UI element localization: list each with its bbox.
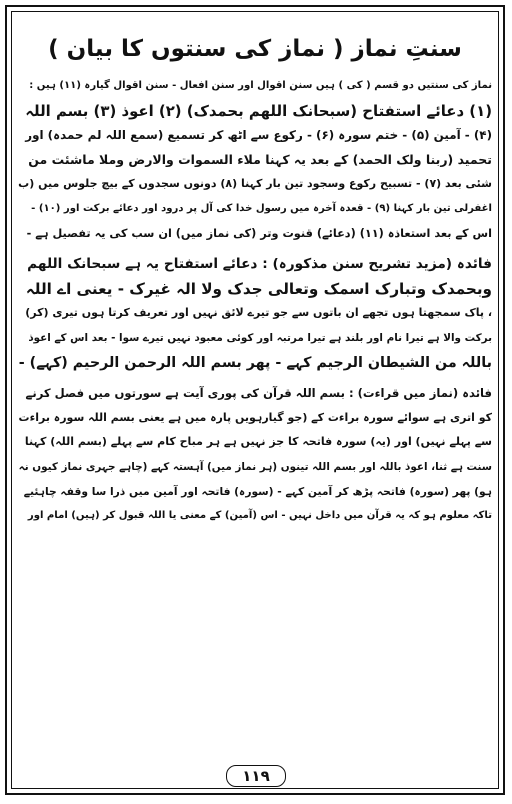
- section-recitation: [18, 381, 492, 529]
- text-line: باللہ من الشیطان الرجیم کہے - پھر بسم اللہ الرحمن الرحیم (کہے) -: [18, 354, 492, 371]
- text-line: اس کے بعد استعاذہ (۱۱) (دعائے) قنوت وتر (کی نماز میں) ان سب کی یہ تفصیل ہے -: [26, 226, 492, 240]
- text-line: وبحمدک وتبارک اسمک وتعالی جدک ولا الہ غیرک - یعنی اے اللہ: [25, 279, 492, 298]
- page-footer: [0, 765, 512, 787]
- section-detail-explanation: [18, 252, 492, 375]
- text-line: تحمید (ربنا ولک الحمد) کے بعد یہ کہنا ملاء السموات والارض وملا ماشئت من: [28, 151, 492, 167]
- text-line: اغفرلی تین بار کہنا (۹) - قعدہ آخرہ میں رسول خدا کی آل پر درود اور دعائے برکت اور (۱۰) -: [31, 202, 492, 214]
- text-line: برکت والا ہے تیرا نام اور بلند ہے تیرا مرتبہ اور کوئی معبود نہیں تیرے سوا - بعد اس کے اعوذ: [28, 331, 492, 344]
- page-title: سنتِ نماز ( نماز کی سنتوں کا بیان ): [48, 36, 462, 62]
- text-line: شئی بعد (۷) - تسبیح رکوع وسجود تین بار کہنا (۸) دونوں سجدوں کے بیچ جلوس میں (ب: [18, 177, 492, 191]
- text-line: (۴) - آمین (۵) - ختم سورہ (۶) - رکوع سے اٹھ کر تسمیع (سمع اللہ لم حمدہ) اور: [25, 128, 492, 143]
- text-line: ہو) پھر (سورہ) فاتحہ پڑھ کر آمین کہے - (سورہ) فاتحہ اور آمین میں ذرا سا وقفہ چاہئیے: [23, 484, 492, 498]
- page-content: [18, 28, 492, 748]
- text-line: سنت ہے ثنا، اعوذ باللہ اور بسم اللہ تینوں (ہر نماز میں) آہستہ کہے (چاہے جہری نماز کیوں نہ: [18, 460, 492, 473]
- text-line: سے پہلے نہیں) اور (یہ) سورہ فاتحہ کا جز نہیں ہے ہر مباح کام سے پہلے (بسم اللہ) کہنا: [24, 435, 492, 449]
- text-line: فائدہ (مزید تشریح سنن مذکورہ) : دعائے استفتاح یہ ہے سبحانک اللھم: [27, 256, 492, 273]
- page-number: ۱۱۹: [226, 765, 286, 787]
- text-line: تاکہ معلوم ہو کہ یہ قرآن میں داخل نہیں - اس (آمین) کے معنی یا اللہ قبول کر (ہیں) امام اور: [27, 510, 492, 522]
- text-line: نماز کی سنتیں دو قسم ( کی ) ہیں سنن اقوال اور سنن افعال - سنن اقوال گیارہ (۱۱) ہیں :: [29, 80, 492, 91]
- text-line: کو اتری ہے سوائے سورہ براءت کے (جو گیارہویں پارہ میں ہے یعنی بسم اللہ سورہ براءت: [18, 410, 492, 424]
- section-sunnah-list: [18, 74, 492, 246]
- text-line: ، پاک سمجھتا ہوں تجھے ان باتوں سے جو تیرے لائق نہیں اور تعریف کرتا ہوں تیری (کر): [25, 306, 492, 320]
- text-line: (۱) دعائے استفتاح (سبحانک اللھم بحمدک) (۲) اعوذ (۳) بسم اللہ: [25, 101, 492, 120]
- text-line: فائدہ (نماز میں قراءت) : بسم اللہ قرآن کی پوری آیت ہے سورتوں میں فصل کرنے: [25, 386, 492, 401]
